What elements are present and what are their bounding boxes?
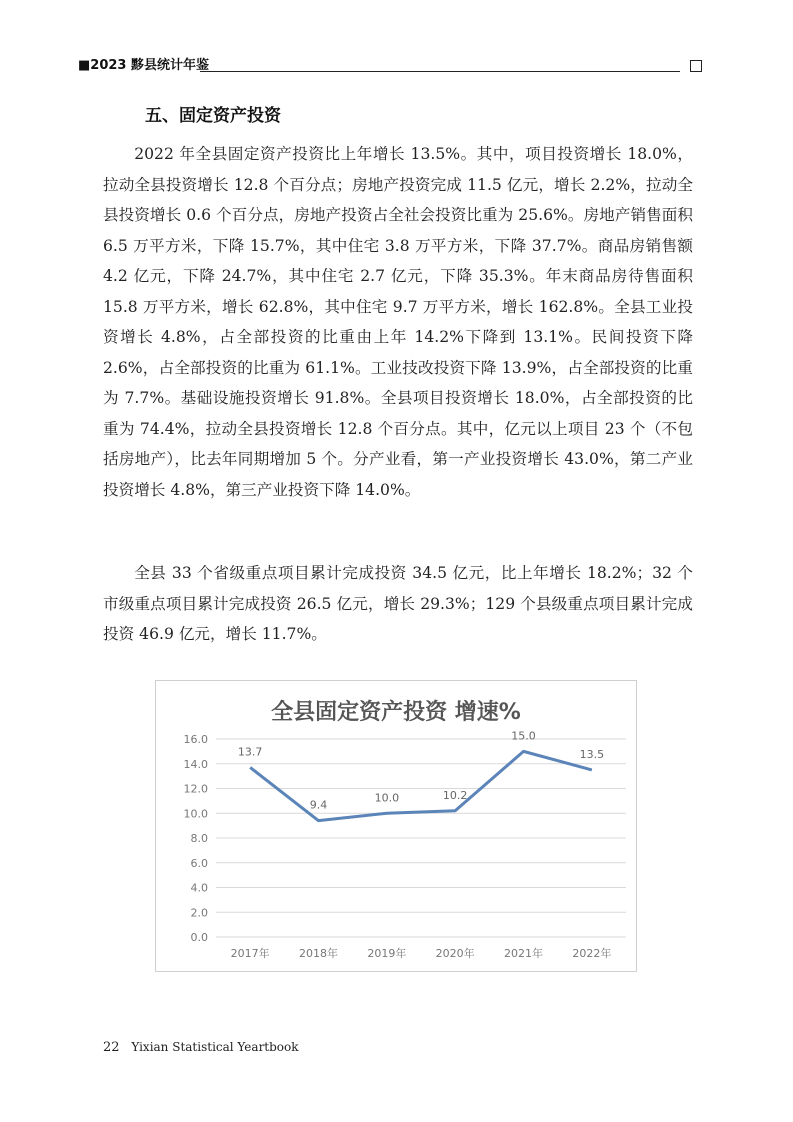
y-tick-label: 10.0 xyxy=(183,807,208,821)
page-footer xyxy=(103,1040,299,1055)
y-tick-label: 8.0 xyxy=(190,832,208,845)
x-tick-label: 2020年 xyxy=(435,947,475,960)
y-tick-label: 16.0 xyxy=(183,733,208,746)
chart-svg xyxy=(156,681,636,971)
y-tick-label: 4.0 xyxy=(190,881,208,895)
running-header xyxy=(78,58,708,74)
series-line xyxy=(250,751,592,820)
data-label: 15.0 xyxy=(511,729,536,743)
y-tick-label: 14.0 xyxy=(183,757,208,771)
y-tick-label: 12.0 xyxy=(183,782,208,796)
header-rule xyxy=(200,71,680,72)
footer-text: Yixian Statistical Yeartbook xyxy=(131,1040,299,1054)
y-tick-label: 6.0 xyxy=(190,856,208,870)
line-chart xyxy=(155,680,637,972)
x-tick-label: 2019年 xyxy=(367,947,407,960)
x-tick-label: 2017年 xyxy=(230,947,270,960)
x-tick-label: 2018年 xyxy=(299,947,338,960)
x-axis xyxy=(231,946,612,960)
data-label: 9.4 xyxy=(309,798,328,812)
data-label: 10.2 xyxy=(442,788,468,802)
y-tick-label: 0.0 xyxy=(190,931,208,944)
page-number: 22 xyxy=(103,1040,120,1055)
header-title: ■2023 黟县统计年鉴 xyxy=(78,58,209,73)
data-label: 13.7 xyxy=(237,745,263,759)
x-tick-label: 2021年 xyxy=(504,947,543,960)
chart-gridlines xyxy=(216,739,626,937)
y-axis xyxy=(184,733,209,944)
y-tick-label: 2.0 xyxy=(190,906,208,920)
x-tick-label: 2022年 xyxy=(572,947,612,960)
data-label: 13.5 xyxy=(579,747,605,761)
data-label: 10.0 xyxy=(374,791,400,805)
paragraph-investment-summary: 2022 年全县固定资产投资比上年增长 13.5%。其中，项目投资增长 18.0%，拉动全县投资增长 12.8 个百分点；房地产投资完成 11.5 亿元，增长 2.2%，拉动全县投资增长 0.6 个百分点，房地产投资占全社会投资比重为 25.6%。房地产销售面积 6.5 万平方米，下降 15.7%，其中住宅 3.8 万平方米，下降 37.7%。商品房销售额 4.2 亿元，下降 24.7%，其中住宅 2.7 亿元，下降 35.3%。年末商品房待售面积 15.8 万平方米，增长 62.8%，其中住宅 9.7 万平方米，增长 162.8%。全县工业投资增长 4.8%，占全部投资的比重由上年 14.2%下降到 13.1%。民间投资下降 2.6%，占全部投资的比重为 61.1%。工业技改投资下降 13.9%，占全部投资的比重为 7.7%。基础设施投资增长 91.8%。全县项目投资增长 18.0%，占全部投资的比重为 74.4%，拉动全县投资增长 12.8 个百分点。其中，亿元以上项目 23 个（不包括房地产），比去年同期增加 5 个。分产业看，第一产业投资增长 43.0%，第二产业投资增长 4.8%，第三产业投资下降 14.0%。 xyxy=(103,145,693,499)
paragraph-key-projects: 全县 33 个省级重点项目累计完成投资 34.5 亿元，比上年增长 18.2%；32 个市级重点项目累计完成投资 26.5 亿元，增长 29.3%；129 个县级重点项目累计完成投资 46.9 亿元，增长 11.7%。 xyxy=(103,564,693,643)
section-title: 五、固定资产投资 xyxy=(145,106,281,126)
header-box-icon xyxy=(690,60,702,72)
chart-title: 全县固定资产投资 增速% xyxy=(271,700,521,725)
chart-series xyxy=(250,751,592,820)
